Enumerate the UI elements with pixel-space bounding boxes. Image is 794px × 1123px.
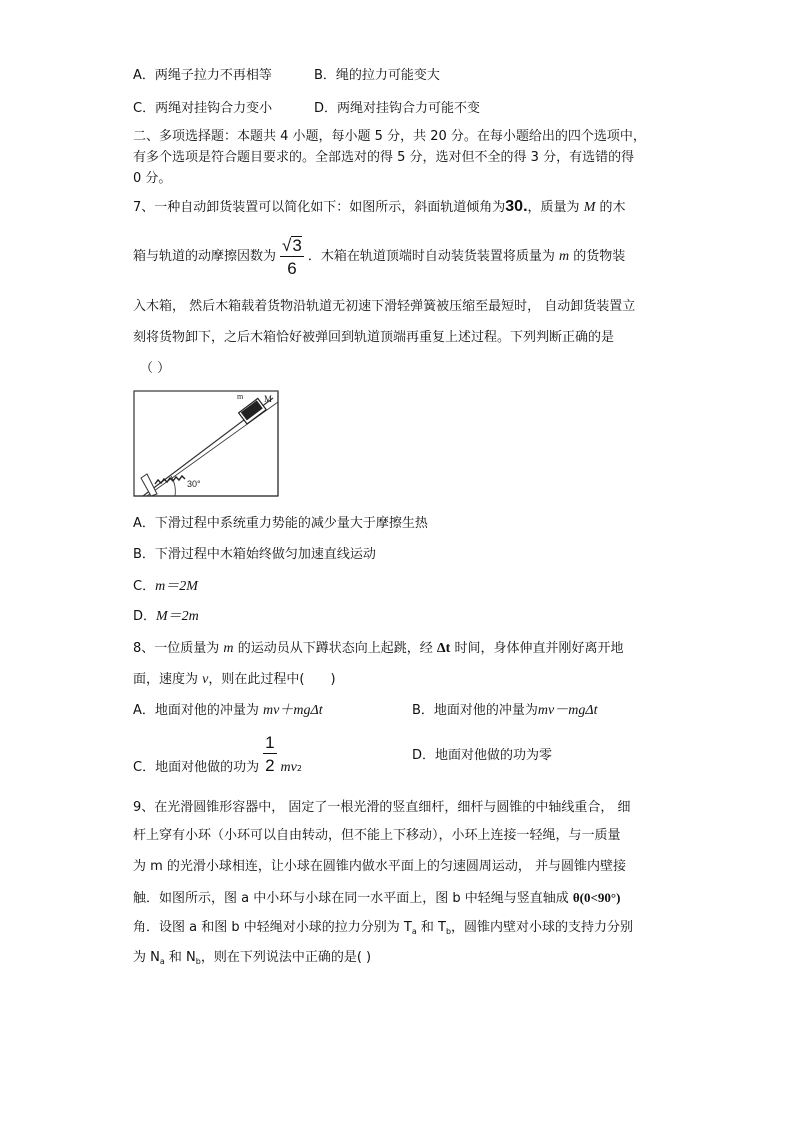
incline-figure <box>133 390 279 498</box>
half-fraction: $\frac{1}{2}$ <box>265 733 275 775</box>
q8-option-b: B．地面对他的冲量为mv－mgΔt <box>412 703 598 718</box>
q9-line6: 为 $N_a$ 和 $N_b$，则在下列说法中正确的是( ) <box>133 950 372 966</box>
q7-line1: 7、一种自动卸货装置可以简化如下：如图所示，斜面轨道倾角为30.，质量为 M 的木 <box>133 198 626 215</box>
q6-option-c: C．两绳对挂钩合力变小 <box>133 101 273 116</box>
q7-option-a: A．下滑过程中系统重力势能的减少量大于摩擦生热 <box>133 516 428 531</box>
section2-line1: 二、多项选择题：本题共 4 小题，每小题 5 分，共 20 分。在每小题给出的四个选项中， <box>133 129 646 144</box>
spring <box>155 476 185 484</box>
section2-line2: 有多个选项是符合题目要求的。全部选对的得 5 分，选对但不全的得 3 分，有选错的得 <box>133 150 635 165</box>
friction-fraction: $\frac{√3}{6}$ <box>282 236 302 278</box>
label-M: M <box>264 394 273 404</box>
q6-option-d: D．两绳对挂钩合力可能不变 <box>314 101 481 116</box>
q7-line4: 刻将货物卸下，之后木箱恰好被弹回到轨道顶端再重复上述过程。下列判断正确的是 <box>133 330 615 345</box>
q8-line2: 面，速度为 v，则在此过程中( ) <box>133 672 336 687</box>
q7-line2: 箱与轨道的动摩擦因数为 $\frac{√3}{6}$ ．木箱在轨道顶端时自动装货装置将质量为 m 的货物装 <box>133 236 626 278</box>
q9-line4: 触．如图所示，图 a 中小环与小球在同一水平面上，图 b 中轻绳与竖直轴成 θ(0<90°) <box>133 890 621 906</box>
q6-option-b: B．绳的拉力可能变大 <box>314 68 440 83</box>
q7-line3: 入木箱， 然后木箱载着货物沿轨道无初速下滑轻弹簧被压缩至最短时， 自动卸货装置立 <box>133 299 636 314</box>
label-m: m <box>237 392 244 401</box>
q8-line1: 8、一位质量为 m 的运动员从下蹲状态向上起跳，经 Δt 时间，身体伸直并刚好离开地 <box>133 641 624 656</box>
q8-option-a: A．地面对他的冲量为 mv＋mgΔt <box>133 703 323 718</box>
section2-line3: 0 分。 <box>133 171 172 186</box>
q9-line3: 为 m 的光滑小球相连，让小球在圆锥内做水平面上的匀速圆周运动， 并与圆锥内壁接 <box>133 859 627 874</box>
q8-option-d: D．地面对他做的功为零 <box>412 748 553 763</box>
q7-answer-bracket: （ ） <box>140 361 171 376</box>
q9-line2: 杆上穿有小环（小环可以自由转动，但不能上下移动），小环上连接一轻绳，与一质量 <box>133 828 621 843</box>
q7-option-d: D．M＝2m <box>133 609 199 624</box>
q7-option-b: B．下滑过程中木箱始终做匀加速直线运动 <box>133 547 376 562</box>
q9-line5: 角．设图 a 和图 b 中轻绳对小球的拉力分别为 $T_a$ 和 $T_b$，圆锥内壁对小球的支持力分别 <box>133 920 634 936</box>
q7-option-c: C．m＝2M <box>133 579 198 594</box>
stopper-block <box>141 474 157 496</box>
q9-line1: 9、在光滑圆锥形容器中， 固定了一根光滑的竖直细杆，细杆与圆锥的中轴线重合， 细 <box>133 800 631 815</box>
q6-option-a: A．两绳子拉力不再相等 <box>133 68 272 83</box>
label-angle: 30° <box>187 479 201 489</box>
q8-option-c: C．地面对他做的功为 $\frac{1}{2}$ $mv_2$ <box>133 733 302 775</box>
